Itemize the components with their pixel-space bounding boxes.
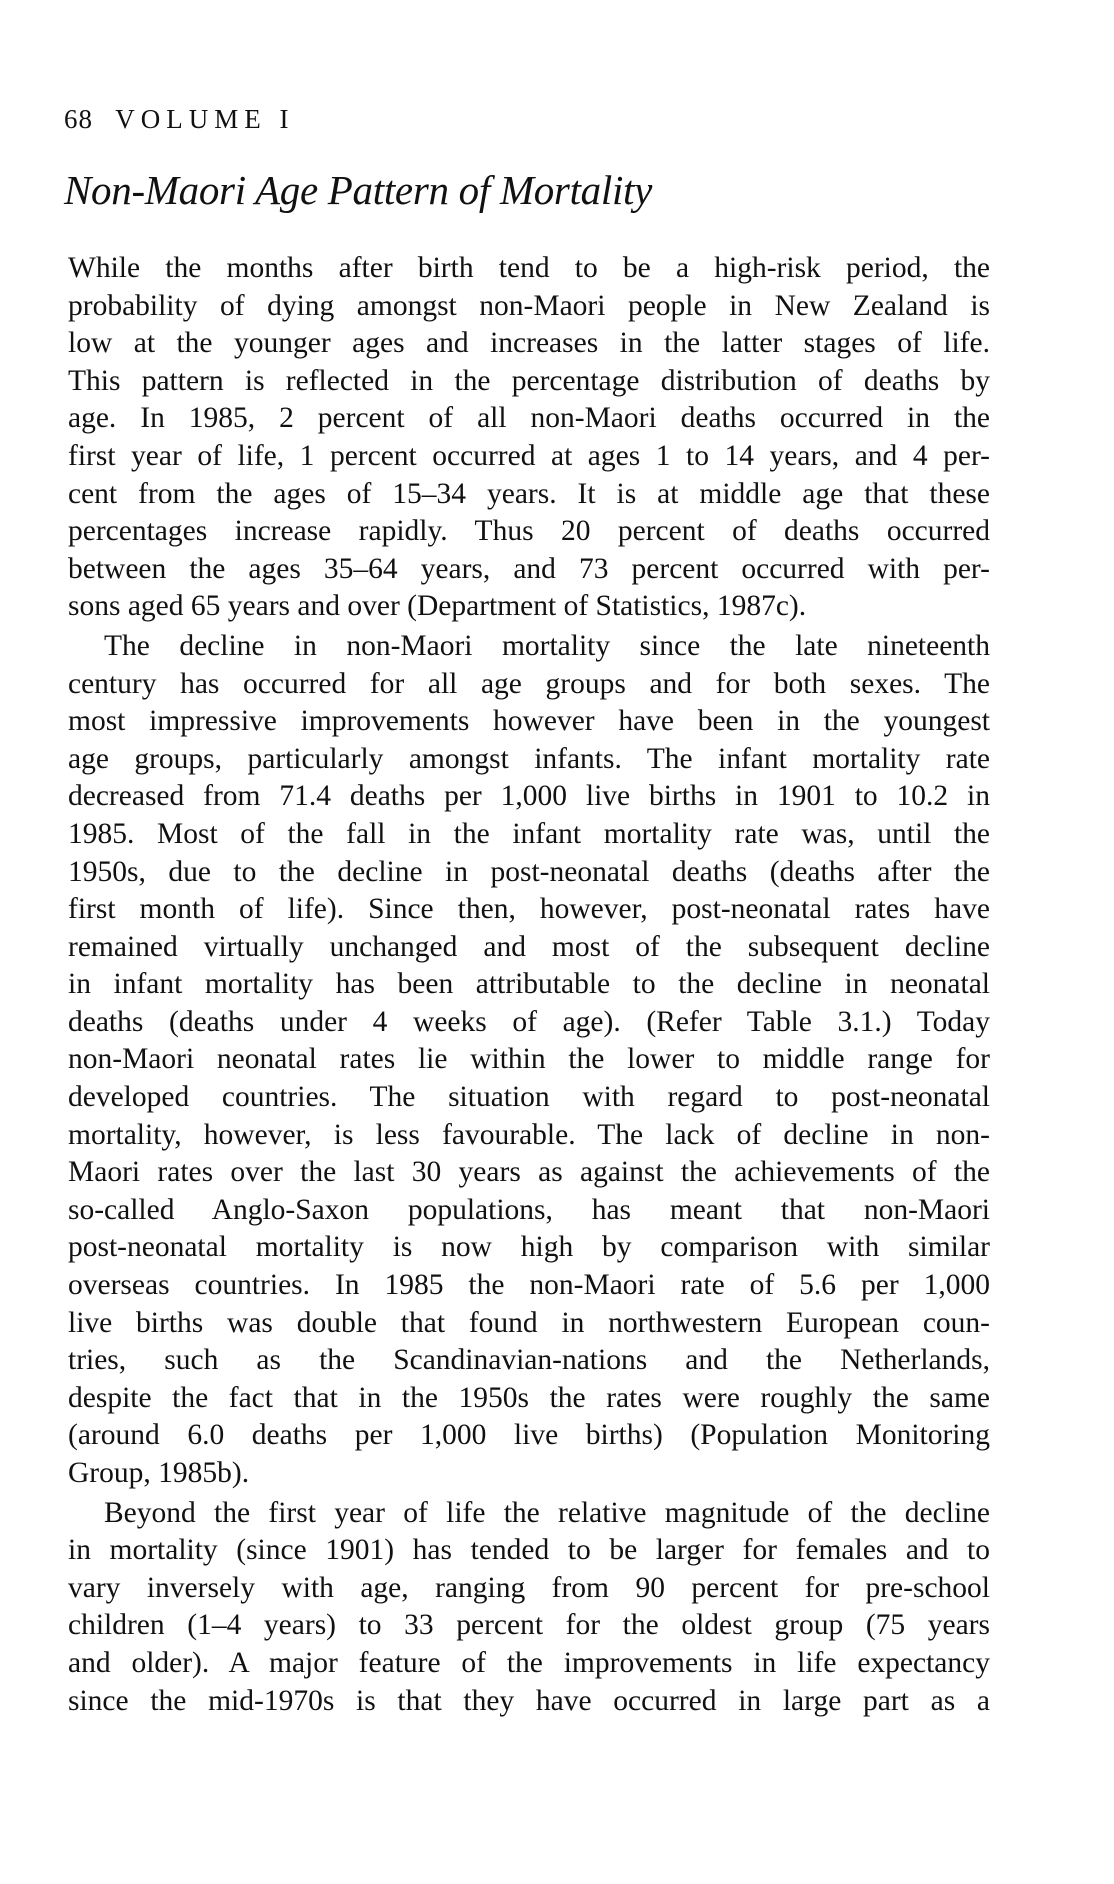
text-line: decreased from 71.4 deaths per 1,000 live births in 1901 to 10.2 in	[68, 780, 990, 813]
text-line: sons aged 65 years and over (Department of Statistics, 1987c).	[68, 590, 807, 623]
text-line: mortality, however, is less favourable. The lack of decline in non-	[68, 1118, 990, 1151]
text-line: (around 6.0 deaths per 1,000 live births) (Population Monitoring	[68, 1419, 990, 1452]
text-line: in mortality (since 1901) has tended to be larger for females and to	[68, 1534, 990, 1567]
text-line: first month of life). Since then, however, post-neonatal rates have	[68, 893, 990, 926]
running-head	[64, 104, 295, 135]
text-line: developed countries. The situation with regard to post-neonatal	[68, 1081, 990, 1114]
text-line: children (1–4 years) to 33 percent for the oldest group (75 years	[68, 1609, 990, 1642]
text-line: While the months after birth tend to be a high-risk period, the	[68, 252, 990, 284]
text-line: Maori rates over the last 30 years as against the achievements of the	[68, 1156, 990, 1189]
text-line: Beyond the first year of life the relative magnitude of the decline	[104, 1496, 990, 1529]
text-line: vary inversely with age, ranging from 90 percent for pre-school	[68, 1571, 990, 1604]
text-line: despite the fact that in the 1950s the rates were roughly the same	[68, 1381, 990, 1414]
text-line: so-called Anglo-Saxon populations, has meant that non-Maori	[68, 1193, 990, 1226]
paragraph	[68, 628, 990, 1493]
text-line: most impressive improvements however have been in the youngest	[68, 705, 990, 738]
text-line: deaths (deaths under 4 weeks of age). (Refer Table 3.1.) Today	[68, 1005, 990, 1038]
text-line: Group, 1985b).	[68, 1457, 250, 1489]
text-line: live births was double that found in northwestern European coun-	[68, 1306, 990, 1339]
volume-label: VOLUME I	[115, 104, 295, 134]
text-line: remained virtually unchanged and most of the subsequent decline	[68, 930, 990, 963]
text-line: This pattern is reflected in the percentage distribution of deaths by	[68, 364, 990, 397]
text-line: overseas countries. In 1985 the non-Maori rate of 5.6 per 1,000	[68, 1269, 990, 1302]
text-line: 1950s, due to the decline in post-neonatal deaths (deaths after the	[68, 855, 990, 888]
section-title: Non-Maori Age Pattern of Mortality	[64, 167, 653, 213]
paragraph	[68, 1495, 990, 1721]
page-number: 68	[64, 104, 93, 134]
text-line: probability of dying amongst non-Maori people in New Zealand is	[68, 289, 990, 322]
text-line: The decline in non-Maori mortality since the late nineteenth	[104, 629, 990, 662]
text-line: 1985. Most of the fall in the infant mortality rate was, until the	[68, 817, 990, 850]
text-line: age. In 1985, 2 percent of all non-Maori deaths occurred in the	[68, 402, 990, 435]
text-line: post-neonatal mortality is now high by comparison with similar	[68, 1231, 990, 1264]
text-line: percentages increase rapidly. Thus 20 percent of deaths occurred	[68, 515, 990, 548]
text-line: first year of life, 1 percent occurred at ages 1 to 14 years, and 4 per-	[68, 439, 990, 472]
text-line: age groups, particularly amongst infants. The infant mortality rate	[68, 742, 990, 775]
text-line: and older). A major feature of the improvements in life expectancy	[68, 1646, 990, 1679]
text-line: non-Maori neonatal rates lie within the lower to middle range for	[68, 1043, 990, 1076]
text-line: cent from the ages of 15–34 years. It is at middle age that these	[68, 477, 990, 510]
text-line: century has occurred for all age groups and for both sexes. The	[68, 667, 990, 700]
text-line: low at the younger ages and increases in the latter stages of life.	[68, 327, 990, 360]
text-line: in infant mortality has been attributable to the decline in neonatal	[68, 968, 990, 1001]
text-line: tries, such as the Scandinavian-nations and the Netherlands,	[68, 1344, 990, 1377]
body-text	[68, 250, 990, 1722]
text-line: between the ages 35–64 years, and 73 percent occurred with per-	[68, 552, 990, 585]
text-line: since the mid-1970s is that they have occurred in large part as a	[68, 1684, 990, 1717]
paragraph	[68, 250, 990, 626]
